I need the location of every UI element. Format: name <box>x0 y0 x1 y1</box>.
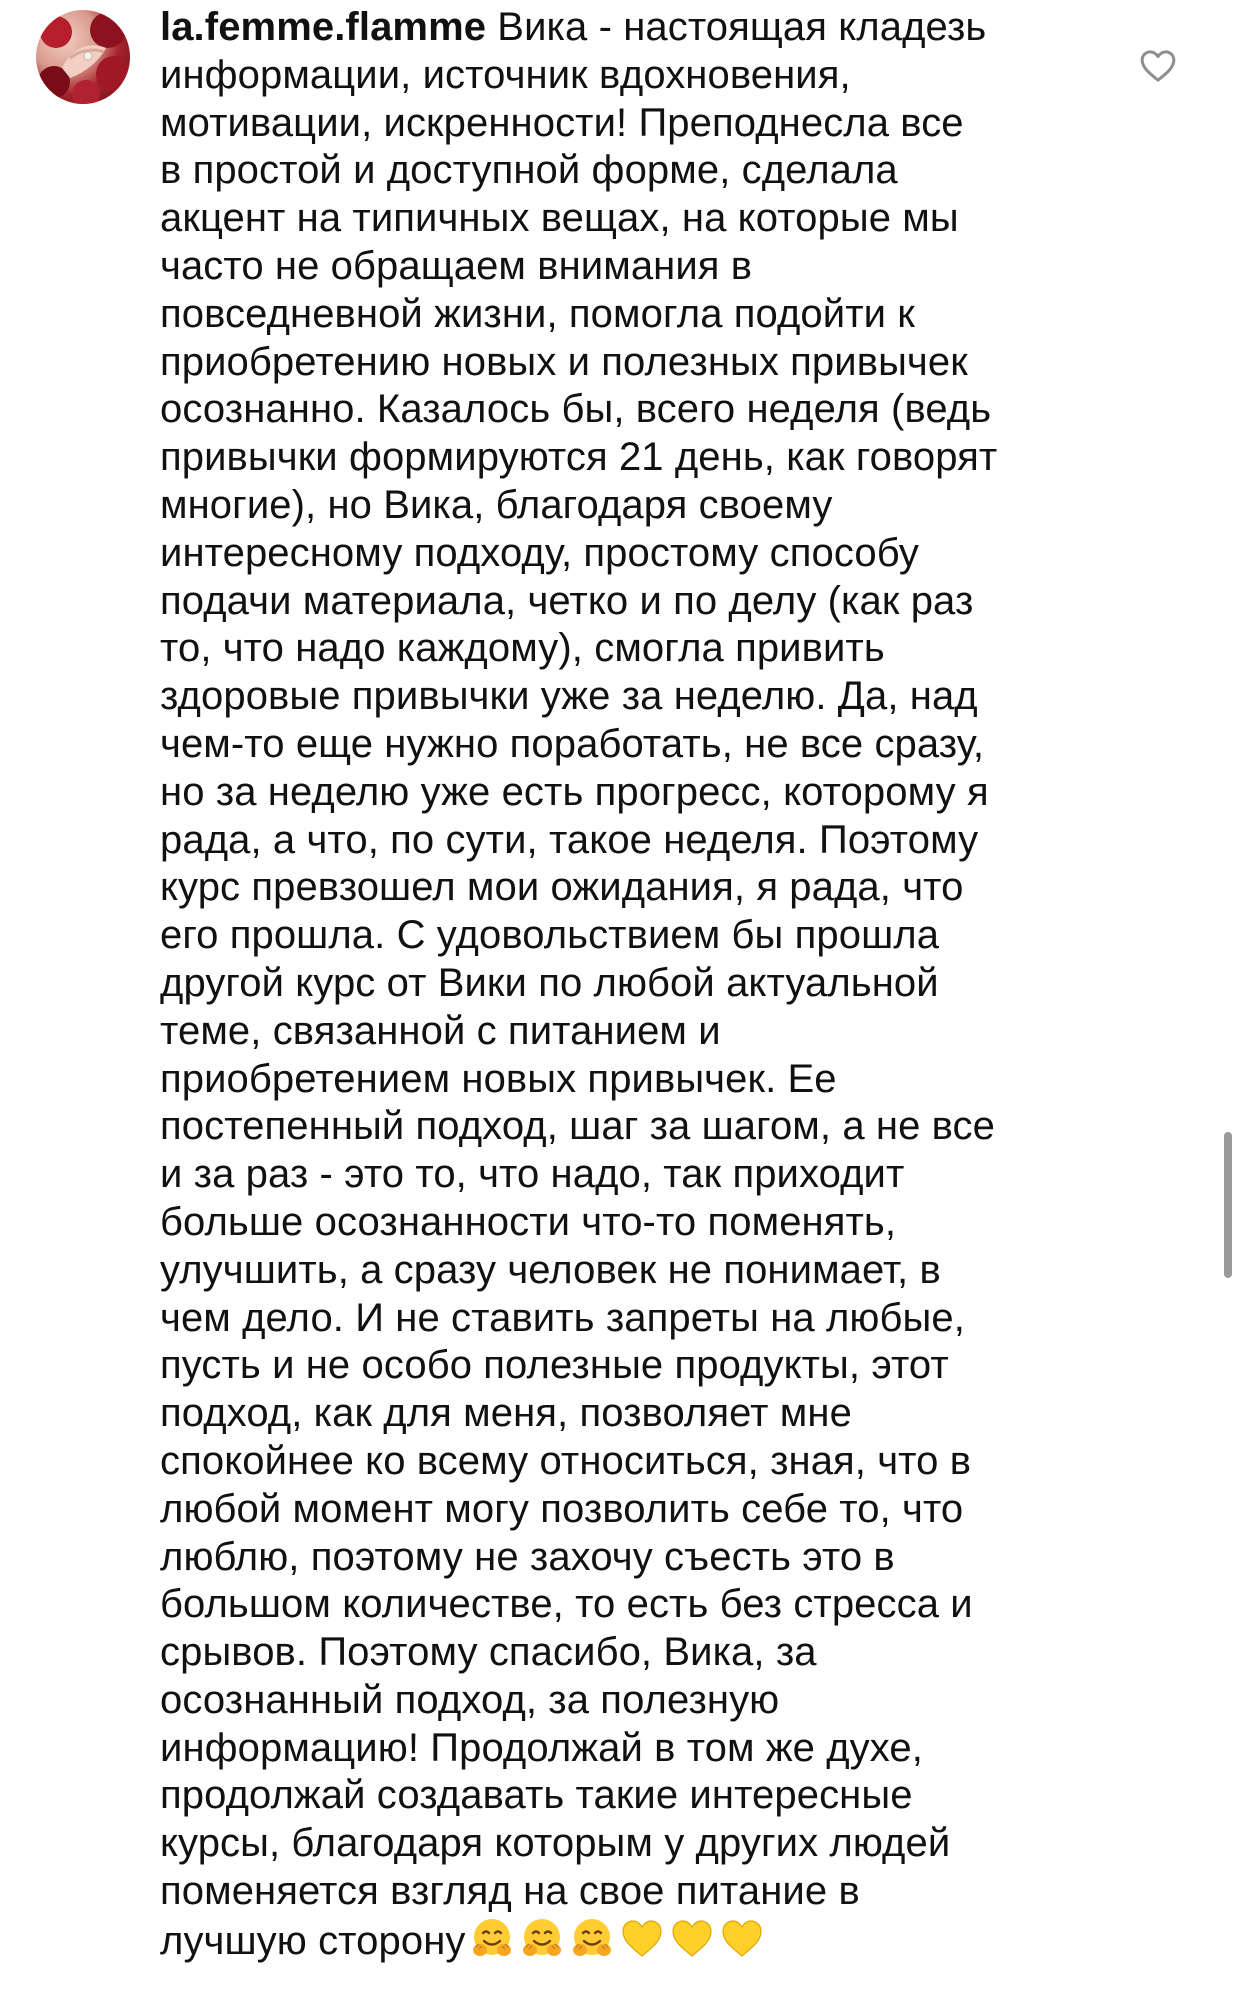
comment-line: интересному подходу, простому способу <box>160 530 919 575</box>
yellow-heart-icon <box>619 1916 665 1962</box>
comment-line: спокойнее ко всему относиться, зная, что в <box>160 1438 972 1483</box>
comment-line: акцент на типичных вещах, на которые мы <box>160 196 959 241</box>
comment-line: и за раз - это то, что надо, так приходит <box>160 1152 905 1197</box>
comment-line: улучшить, а сразу человек не понимает, в <box>160 1247 941 1292</box>
comment-line: теме, связанной с питанием и <box>160 1008 721 1053</box>
comment-line: осознанно. Казалось бы, всего неделя (ведь <box>160 387 992 432</box>
hugging-face-icon <box>519 1916 565 1962</box>
comment-line: повседневной жизни, помогла подойти к <box>160 291 915 336</box>
comment-last-line-text: лучшую сторону <box>160 1918 466 1963</box>
comment-line: в простой и доступной форме, сделала <box>160 148 898 193</box>
yellow-heart-icon <box>719 1916 765 1962</box>
yellow-heart-icon <box>669 1916 715 1962</box>
comment-line: информацию! Продолжай в том же духе, <box>160 1725 923 1770</box>
comment-line: продолжай создавать такие интересные <box>160 1773 913 1818</box>
comment-line: другой курс от Вики по любой актуальной <box>160 960 939 1005</box>
comment-line: курсы, благодаря которым у других людей <box>160 1821 951 1866</box>
hugging-face-icon <box>469 1916 515 1962</box>
comment-line: люблю, поэтому не захочу съесть это в <box>160 1534 895 1579</box>
comment-line: поменяется взгляд на свое питание в <box>160 1869 860 1914</box>
comment-username[interactable]: la.femme.flamme <box>160 5 487 49</box>
comment-first-line-text: Вика - настоящая кладезь <box>486 5 987 49</box>
comment-line: курс превзошел мои ожидания, я рада, что <box>160 865 964 910</box>
comment-line: чем дело. И не ставить запреты на любые, <box>160 1295 965 1340</box>
comment-line: пусть и не особо полезные продукты, этот <box>160 1343 949 1388</box>
comment-text <box>160 4 1080 1966</box>
comment-line: многие), но Вика, благодаря своему <box>160 482 833 527</box>
comment-lines <box>160 52 1080 1916</box>
comment-line: подход, как для меня, позволяет мне <box>160 1391 852 1436</box>
comment-line: но за неделю уже есть прогресс, которому я <box>160 769 989 814</box>
comment-line: привычки формируются 21 день, как говорят <box>160 435 998 480</box>
comment-line: приобретением новых привычек. Ее <box>160 1056 837 1101</box>
comment-line: приобретению новых и полезных привычек <box>160 339 968 384</box>
comment-last-line <box>160 1916 1080 1966</box>
avatar[interactable] <box>36 10 130 104</box>
hugging-face-icon <box>569 1916 615 1962</box>
comment-line: то, что надо каждому), смогла привить <box>160 626 885 671</box>
comment-line: его прошла. С удовольствием бы прошла <box>160 913 940 958</box>
comment-line: чем-то еще нужно поработать, не все сразу, <box>160 721 985 766</box>
comment-line: информации, источник вдохновения, <box>160 52 851 97</box>
comment-line: подачи материала, четко и по делу (как раз <box>160 578 974 623</box>
comment-emoji-group <box>465 1919 765 1963</box>
scrollbar[interactable] <box>1224 1132 1232 1278</box>
comment-line: рада, а что, по сути, такое неделя. Поэтому <box>160 817 979 862</box>
comment-line: постепенный подход, шаг за шагом, а не все <box>160 1104 995 1149</box>
comment-line: здоровые привычки уже за неделю. Да, над <box>160 674 978 719</box>
comment-line: срывов. Поэтому спасибо, Вика, за <box>160 1630 817 1675</box>
comment-line: больше осознанности что-то поменять, <box>160 1199 897 1244</box>
comment-line: любой момент могу позволить себе то, что <box>160 1486 964 1531</box>
comment-first-line <box>160 4 1080 52</box>
comment-line: мотивации, искренности! Преподнесла все <box>160 100 964 145</box>
like-heart-icon[interactable] <box>1138 46 1178 86</box>
comment-line: осознанный подход, за полезную <box>160 1677 780 1722</box>
avatar-image <box>36 10 130 104</box>
comment-line: часто не обращаем внимания в <box>160 243 753 288</box>
comment-line: большом количестве, то есть без стресса и <box>160 1582 973 1627</box>
